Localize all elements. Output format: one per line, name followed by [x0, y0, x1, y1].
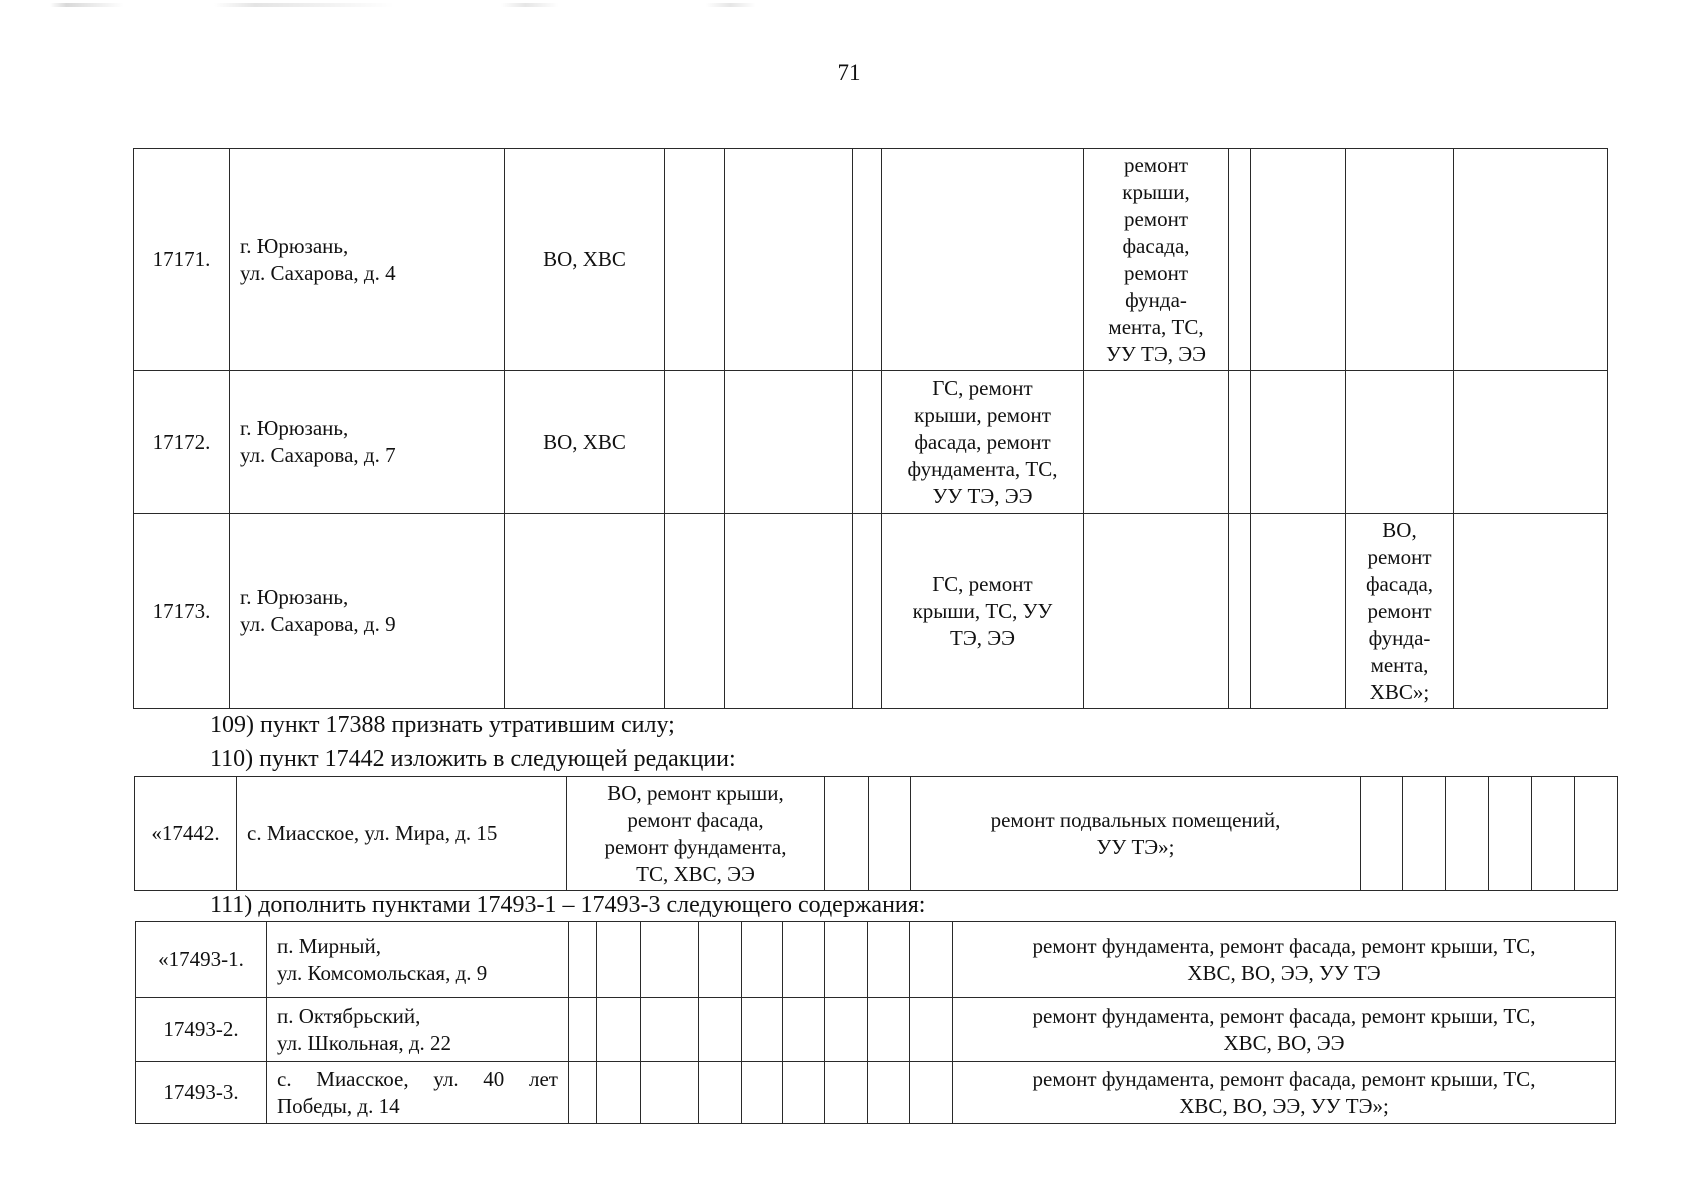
works-cell [953, 998, 1616, 1062]
empty-cell [725, 514, 853, 709]
works-line: крыши, ремонт [914, 402, 1051, 427]
works-line: фунда- [1368, 625, 1431, 650]
address-line: ул. Комсомольская, д. 9 [277, 960, 488, 985]
row-number: 17171. [134, 149, 230, 371]
works-line: мента, [1370, 652, 1429, 677]
row-number: 17493-2. [136, 998, 267, 1062]
empty-cell [783, 998, 825, 1062]
empty-cell [1575, 777, 1618, 891]
empty-cell [910, 1062, 953, 1124]
works-line: ремонт фундамента, [604, 834, 787, 859]
address-cell [267, 998, 569, 1062]
address-cell: с. Миасское, ул. Мира, д. 15 [237, 777, 567, 891]
instruction-110: 110) пункт 17442 изложить в следующей редакции: [210, 746, 736, 772]
empty-cell [569, 998, 597, 1062]
empty-cell [1084, 371, 1229, 514]
works-line: фундамента, ТС, [907, 456, 1058, 481]
empty-cell [1229, 371, 1251, 514]
row-number: 17173. [134, 514, 230, 709]
empty-cell [505, 514, 665, 709]
empty-cell [569, 922, 597, 998]
address-cell [267, 922, 569, 998]
address-cell [230, 514, 505, 709]
address-line: с. Миасское, ул. 40 лет [277, 1066, 558, 1091]
works-line: ГС, ремонт [932, 375, 1033, 400]
works-line: ремонт фундамента, ремонт фасада, ремонт крыши, ТС, [1032, 1066, 1536, 1091]
works-line: ремонт фасада, [627, 807, 764, 832]
table-17442 [134, 776, 1618, 891]
empty-cell [1229, 149, 1251, 371]
empty-cell [853, 514, 882, 709]
works-line: ремонт фундамента, ремонт фасада, ремонт крыши, ТС, [1032, 933, 1536, 958]
works-cell [882, 371, 1084, 514]
empty-cell [1454, 514, 1608, 709]
empty-cell [783, 1062, 825, 1124]
works-cell [1346, 514, 1454, 709]
works-line: фасада, [1365, 571, 1434, 596]
works-line: ремонт [1123, 206, 1189, 231]
works-line: ремонт [1123, 260, 1189, 285]
works-line: ГС, ремонт [932, 571, 1033, 596]
empty-cell [825, 998, 868, 1062]
works-line: фунда- [1125, 287, 1187, 312]
empty-cell [1532, 777, 1575, 891]
address-cell [267, 1062, 569, 1124]
empty-cell [1084, 514, 1229, 709]
works-cell [911, 777, 1361, 891]
empty-cell [641, 922, 699, 998]
empty-cell [853, 149, 882, 371]
address-line: ул. Школьная, д. 22 [277, 1030, 452, 1055]
empty-cell [742, 1062, 783, 1124]
empty-cell [742, 922, 783, 998]
empty-cell [825, 922, 868, 998]
empty-cell [910, 922, 953, 998]
scan-artifact [50, 3, 870, 7]
address-line: г. Юрюзань, [240, 416, 349, 440]
works-cell [953, 922, 1616, 998]
works-line: УУ ТЭ»; [1096, 834, 1175, 859]
works-line: ВО, ремонт крыши, [607, 780, 784, 805]
page-number: 71 [837, 60, 861, 85]
empty-cell [910, 998, 953, 1062]
works-line: ремонт [1367, 544, 1432, 569]
works-line: ХВС, ВО, ЭЭ, УУ ТЭ»; [1179, 1093, 1389, 1118]
empty-cell [665, 371, 725, 514]
address-cell [230, 149, 505, 371]
empty-cell [1454, 371, 1608, 514]
works-line: ВО, [1382, 517, 1417, 542]
table-row [134, 514, 1608, 709]
empty-cell [597, 922, 641, 998]
works-line: фасада, [1122, 233, 1190, 258]
address-line: г. Юрюзань, [240, 233, 349, 258]
works-line: ТЭ, ЭЭ [950, 625, 1015, 650]
empty-cell [1489, 777, 1532, 891]
empty-cell [699, 922, 742, 998]
empty-cell [665, 514, 725, 709]
works-cell [1084, 149, 1229, 371]
works-line: крыши, [1122, 179, 1190, 204]
works-cell: ВО, ХВС [505, 371, 665, 514]
works-line: ХВС, ВО, ЭЭ, УУ ТЭ [1187, 960, 1381, 985]
table-row [136, 998, 1616, 1062]
table-main [133, 148, 1608, 709]
works-line: крыши, ТС, УУ [912, 598, 1053, 623]
empty-cell [783, 922, 825, 998]
empty-cell [665, 149, 725, 371]
address-line: г. Юрюзань, [240, 585, 349, 609]
row-number: «17493-1. [136, 922, 267, 998]
empty-cell [699, 998, 742, 1062]
empty-cell [1361, 777, 1403, 891]
empty-cell [742, 998, 783, 1062]
works-line: УУ ТЭ, ЭЭ [1106, 341, 1206, 366]
address-line: п. Октябрьский, [277, 1003, 421, 1028]
works-cell [953, 1062, 1616, 1124]
works-line: ТС, ХВС, ЭЭ [636, 861, 755, 886]
row-number: 17493-3. [136, 1062, 267, 1124]
empty-cell [868, 998, 910, 1062]
works-line: ремонт [1367, 598, 1432, 623]
empty-cell [882, 149, 1084, 371]
empty-cell [853, 371, 882, 514]
instruction-111: 111) дополнить пунктами 17493-1 – 17493-3 следующего содержания: [210, 892, 926, 918]
empty-cell [1251, 371, 1346, 514]
table-row [136, 1062, 1616, 1124]
empty-cell [699, 1062, 742, 1124]
address-line: Победы, д. 14 [277, 1093, 400, 1118]
empty-cell [868, 922, 910, 998]
empty-cell [725, 371, 853, 514]
works-line: ХВС»; [1369, 679, 1430, 704]
empty-cell [825, 777, 869, 891]
empty-cell [569, 1062, 597, 1124]
empty-cell [825, 1062, 868, 1124]
empty-cell [1346, 371, 1454, 514]
works-line: УУ ТЭ, ЭЭ [932, 483, 1033, 508]
row-number: «17442. [135, 777, 237, 891]
works-line: ХВС, ВО, ЭЭ [1223, 1030, 1345, 1055]
works-line: ремонт подвальных помещений, [990, 807, 1281, 832]
table-row [135, 777, 1618, 891]
row-number: 17172. [134, 371, 230, 514]
table-row [134, 149, 1608, 371]
empty-cell [869, 777, 911, 891]
empty-cell [1403, 777, 1446, 891]
empty-cell [1229, 514, 1251, 709]
empty-cell [641, 998, 699, 1062]
works-cell [882, 514, 1084, 709]
empty-cell [1251, 514, 1346, 709]
table-row [134, 371, 1608, 514]
empty-cell [1446, 777, 1489, 891]
address-line: ул. Сахарова, д. 4 [240, 260, 396, 285]
address-line: п. Мирный, [277, 933, 381, 958]
empty-cell [1346, 149, 1454, 371]
works-line: мента, ТС, [1108, 314, 1204, 339]
empty-cell [597, 1062, 641, 1124]
works-cell: ВО, ХВС [505, 149, 665, 371]
empty-cell [1454, 149, 1608, 371]
empty-cell [725, 149, 853, 371]
works-line: ремонт [1123, 152, 1189, 177]
works-line: фасада, ремонт [914, 429, 1051, 454]
address-line: ул. Сахарова, д. 9 [240, 612, 396, 636]
works-cell [567, 777, 825, 891]
table-row [136, 922, 1616, 998]
table-17493 [135, 921, 1616, 1124]
empty-cell [641, 1062, 699, 1124]
address-cell [230, 371, 505, 514]
works-line: ремонт фундамента, ремонт фасада, ремонт крыши, ТС, [1032, 1003, 1536, 1028]
empty-cell [868, 1062, 910, 1124]
address-line: ул. Сахарова, д. 7 [240, 443, 396, 467]
empty-cell [1251, 149, 1346, 371]
empty-cell [597, 998, 641, 1062]
instruction-109: 109) пункт 17388 признать утратившим силу; [210, 712, 675, 738]
